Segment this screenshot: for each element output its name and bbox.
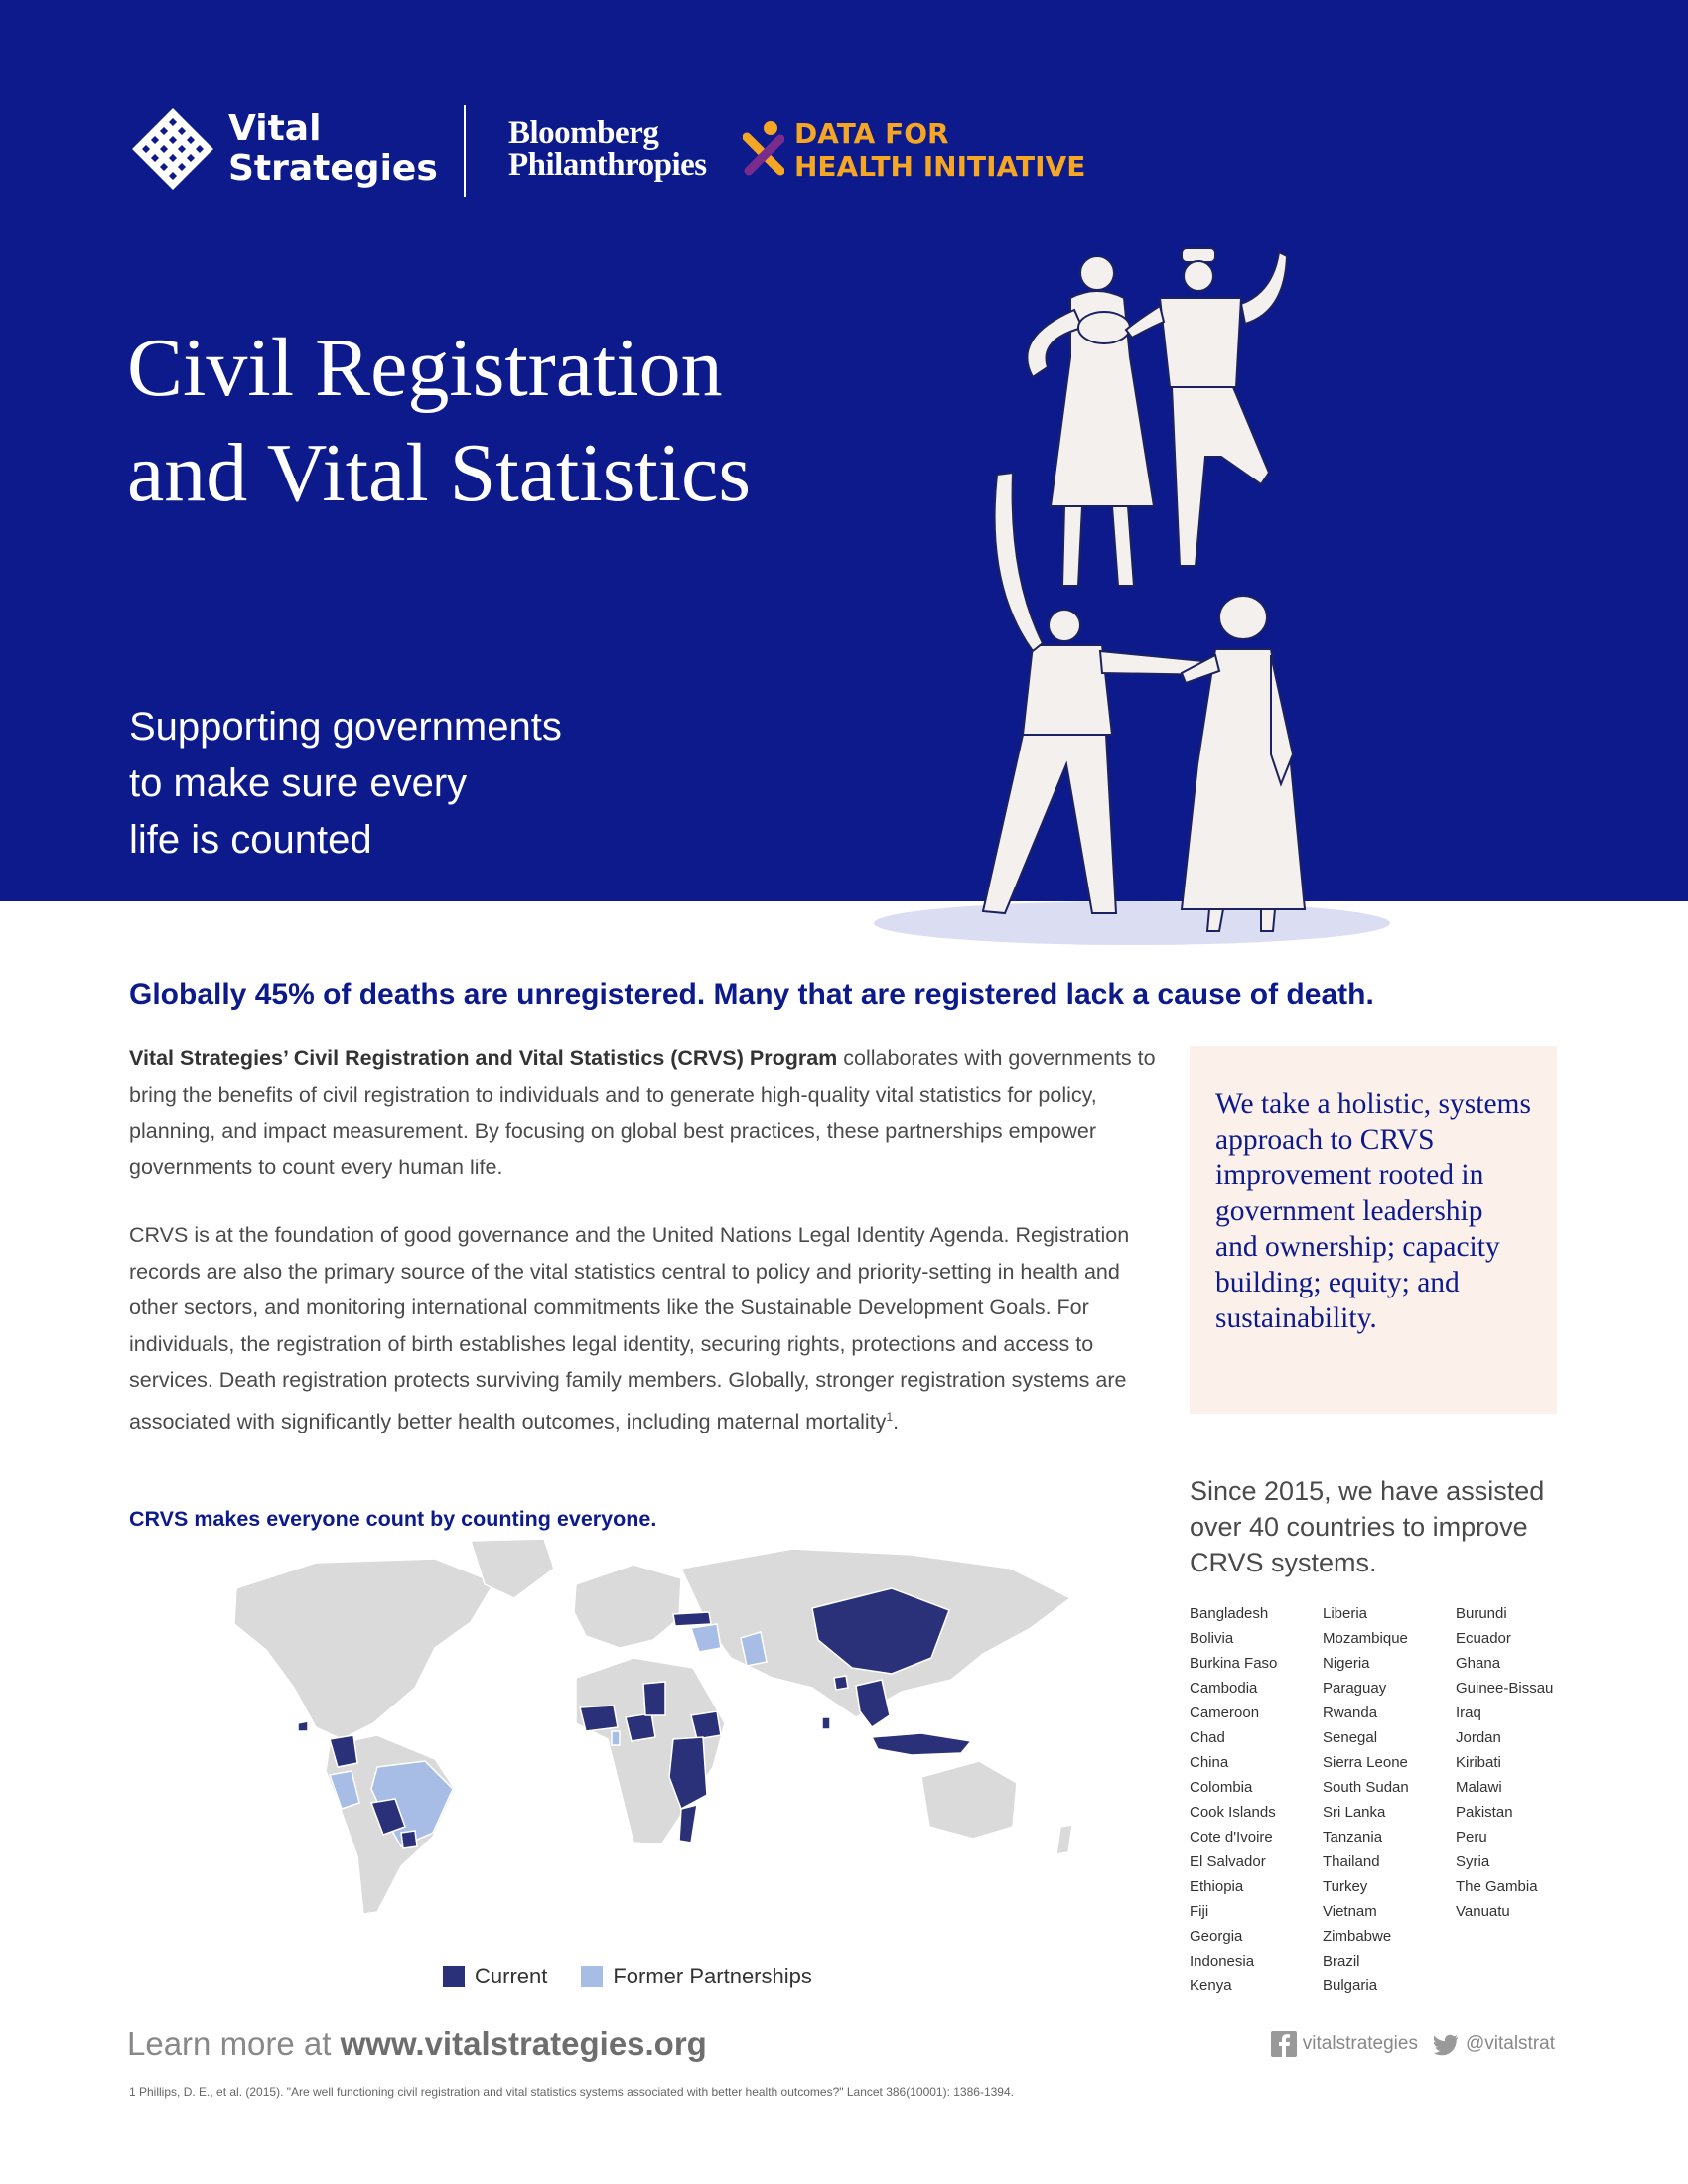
indonesia-current (872, 1733, 971, 1755)
vital-strategies-logo (127, 103, 438, 195)
legend-current: Current (443, 1964, 547, 1989)
nigeria-current (626, 1713, 655, 1741)
country-item: Cook Islands (1190, 1804, 1276, 1821)
map-caption: CRVS makes everyone count by counting everyone. (129, 1507, 657, 1531)
country-item: Thailand (1323, 1853, 1380, 1870)
social-links (1255, 2031, 1555, 2057)
country-item: Bolivia (1190, 1630, 1234, 1647)
country-list (1190, 1601, 1589, 1998)
family-illustration (844, 228, 1400, 963)
europe-landmass (574, 1565, 681, 1648)
callout-box (1190, 1046, 1557, 1414)
country-item: Vanuatu (1456, 1903, 1510, 1920)
country-item: Guinee-Bissau (1456, 1680, 1554, 1697)
ghana-former (612, 1731, 620, 1745)
callout-text: We take a holistic, systems approach to CRVS improvement rooted in government leadership and ownership; capacity building; equity; and sustainability. (1215, 1088, 1531, 1334)
logo-divider (464, 105, 466, 197)
vital-strategies-wordmark: Vital Strategies (228, 108, 438, 189)
australia-landmass (921, 1761, 1017, 1839)
country-item: El Salvador (1190, 1853, 1266, 1870)
country-column-1 (1190, 1601, 1323, 1998)
legend-former-swatch (581, 1966, 603, 1987)
ethiopia-current (691, 1711, 721, 1739)
country-item: Georgia (1190, 1928, 1243, 1945)
learn-more-line: Learn more at www.vitalstrategies.org (127, 2025, 707, 2062)
country-item: Paraguay (1323, 1680, 1387, 1697)
country-item: Ethiopia (1190, 1878, 1244, 1895)
footnote: 1 Phillips, D. E., et al. (2015). "Are well functioning civil registration and vital statistics systems associated with better health outcomes?" Lancet 386(10001): 1386-1394. (129, 2085, 1014, 2099)
country-item: Turkey (1323, 1878, 1368, 1895)
bloomberg-philanthropies-logo: Bloomberg Philanthropies (508, 115, 707, 183)
west-africa-current (580, 1706, 618, 1731)
country-item: Ghana (1456, 1655, 1501, 1672)
twitter-link[interactable]: @vitalstrat (1434, 2031, 1555, 2057)
country-item: Burundi (1456, 1605, 1507, 1622)
country-item: Iraq (1456, 1705, 1481, 1721)
bangladesh-current (834, 1676, 848, 1690)
country-item: Chad (1190, 1729, 1225, 1746)
website-link[interactable]: www.vitalstrategies.org (340, 2025, 707, 2062)
country-item: Tanzania (1323, 1829, 1383, 1845)
data-for-health-logo: DATA FOR HEALTH INITIATIVE (743, 117, 1085, 183)
legend-former: Former Partnerships (581, 1964, 812, 1989)
facebook-link[interactable]: vitalstrategies (1271, 2031, 1418, 2057)
country-item: China (1190, 1754, 1229, 1771)
mozambique-current (679, 1805, 697, 1843)
turkey-current (673, 1612, 711, 1626)
country-item: Peru (1456, 1829, 1487, 1845)
country-item: Ecuador (1456, 1630, 1511, 1647)
twitter-bird-icon (1434, 2031, 1460, 2057)
countries-intro: Since 2015, we have assisted over 40 countries to improve CRVS systems. (1190, 1476, 1545, 1577)
country-item: Kiribati (1456, 1754, 1501, 1771)
country-item: Vietnam (1323, 1903, 1377, 1920)
country-item: Jordan (1456, 1729, 1501, 1746)
new-zealand-landmass (1056, 1825, 1072, 1854)
country-item: Cote d'Ivoire (1190, 1829, 1273, 1845)
vital-strategies-mark-icon (127, 103, 218, 195)
country-item: Cameroon (1190, 1705, 1260, 1721)
world-partnership-map (117, 1529, 1180, 1926)
facebook-icon (1271, 2031, 1297, 2057)
crvs-foundation-paragraph: CRVS is at the foundation of good governance and the United Nations Legal Identity Agenda. Registration records are also the primary source of the vital statistics central to policy and priority-setting in health and other sectors, and monitoring international commitments like the Sustainable Development Goals. For individuals, the registration of birth establishes legal identity, securing rights, protections and access to services. Death registration protects surviving family members. Globally, stronger registration systems are associated with significantly better health outcomes, including maternal mortality$^1$. (129, 1223, 1130, 1433)
country-item: Mozambique (1323, 1630, 1408, 1647)
chad-current (643, 1682, 665, 1715)
country-item: Bangladesh (1190, 1605, 1269, 1622)
key-statistic-headline: Globally 45% of deaths are unregistered. Many that are registered lack a cause of death. (129, 978, 1374, 1011)
country-column-3 (1456, 1601, 1589, 1998)
intro-paragraph: Vital Strategies’ Civil Registration and Vital Statistics (CRVS) Program collaborates with governments to bring the benefits of civil registration to individuals and to generate high-quality vital statistics for policy, planning, and impact measurement. By focusing on global best practices, these partnerships empower governments to count every human life. (129, 1046, 1156, 1179)
country-item: Syria (1456, 1853, 1490, 1870)
country-item: Brazil (1323, 1953, 1360, 1970)
country-item: Nigeria (1323, 1655, 1370, 1672)
country-item: Pakistan (1456, 1804, 1513, 1821)
country-item: Cambodia (1190, 1680, 1258, 1697)
north-america-landmass (234, 1559, 494, 1739)
country-item: Burkina Faso (1190, 1655, 1278, 1672)
country-item: Rwanda (1323, 1705, 1378, 1721)
footnote-marker: 1 (886, 1409, 894, 1424)
country-item: Fiji (1190, 1903, 1209, 1920)
map-legend (443, 1964, 846, 1989)
country-item: Liberia (1323, 1605, 1368, 1622)
country-item: Senegal (1323, 1729, 1378, 1746)
country-item: Colombia (1190, 1779, 1253, 1796)
el-salvador-current (298, 1721, 308, 1731)
country-item: Indonesia (1190, 1953, 1255, 1970)
iraq-syria-former (691, 1624, 721, 1652)
sri-lanka-current (822, 1717, 830, 1729)
country-item: Malawi (1456, 1779, 1502, 1796)
country-item: Zimbabwe (1323, 1928, 1392, 1945)
country-item: Bulgaria (1323, 1978, 1378, 1994)
country-item: Sierra Leone (1323, 1754, 1408, 1771)
legend-current-swatch (443, 1966, 465, 1987)
data-for-health-figure-icon (743, 119, 784, 181)
page-title: Civil Registration and Vital Statistics (127, 322, 752, 519)
country-column-2 (1323, 1601, 1456, 1998)
country-item: Sri Lanka (1323, 1804, 1386, 1821)
paraguay-current (401, 1831, 417, 1848)
country-item: Kenya (1190, 1978, 1232, 1994)
country-item: The Gambia (1456, 1878, 1538, 1895)
page-subtitle: Supporting governments to make sure every life is counted (129, 705, 562, 862)
country-item: South Sudan (1323, 1779, 1409, 1796)
